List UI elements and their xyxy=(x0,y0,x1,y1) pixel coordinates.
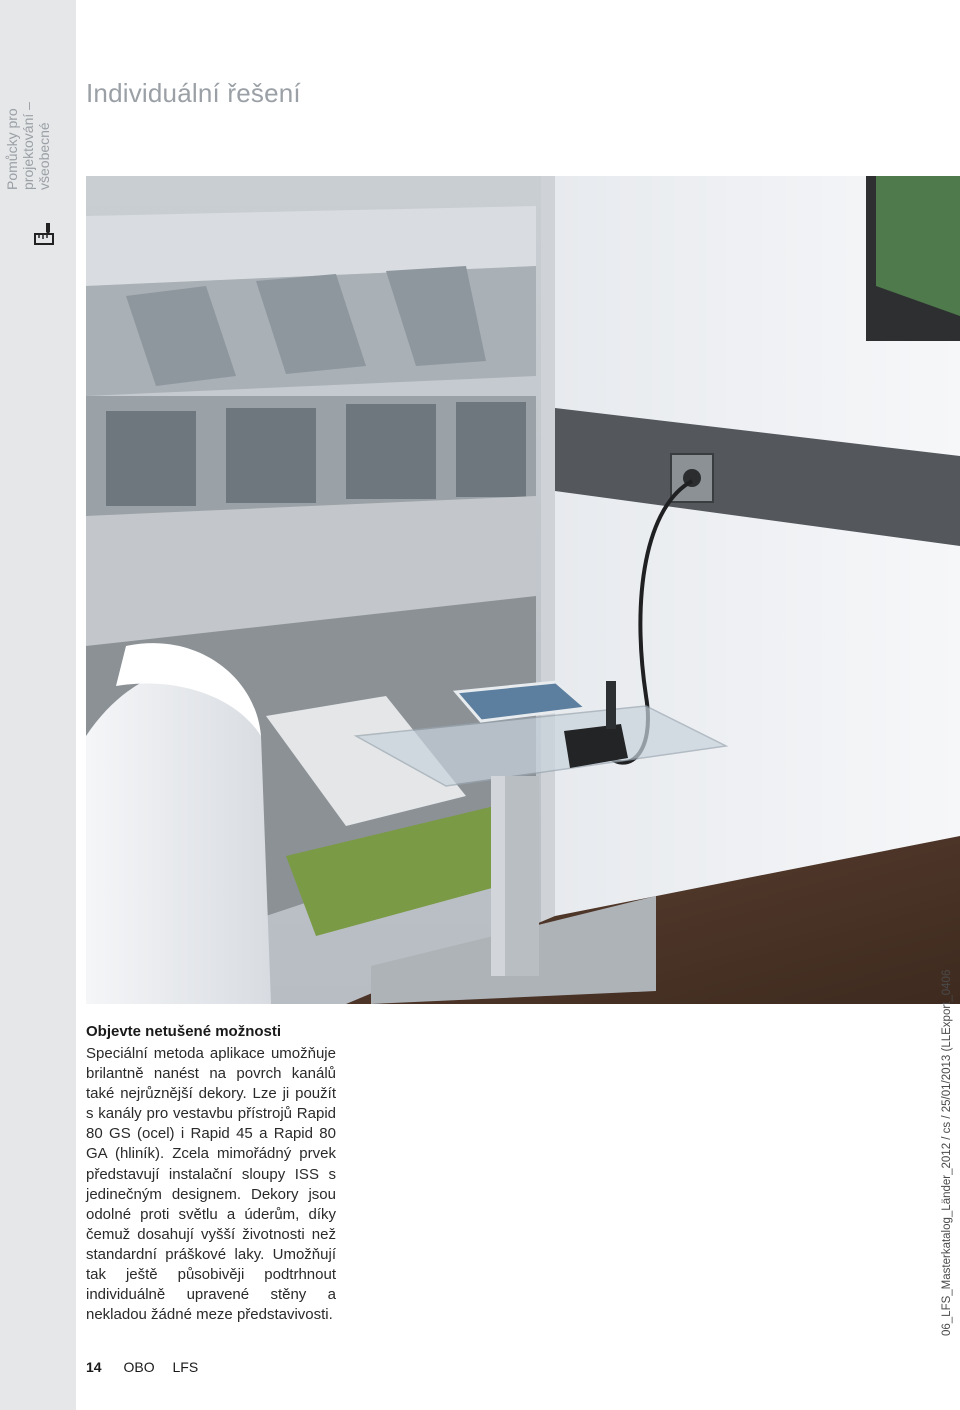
section-label-line: Pomůcky pro xyxy=(4,108,20,190)
body-paragraph: Speciální metoda aplikace umožňuje brilantně nanést na povrch kanálů také nejrůznější dekory. Lze ji použít s kanály pro vestavbu přístrojů Rapid 80 GS (ocel) i Rapid 45 a Rapid 80 GA (hliník). Zcela mimořádný prvek představují instalační sloupy ISS s jedinečným designem. Dekory jsou odolné proti světlu a úderům, díky čemuž dosahují vyšší životnosti než standardní práškové laky. Umožňují tak ještě působivěji podtrhnout individuálně upravené stěny a nekladou žádné meze představivosti. xyxy=(86,1045,336,1324)
brand-name: OBO xyxy=(123,1359,155,1375)
ruler-and-pencil-icon xyxy=(34,222,54,246)
body-text xyxy=(86,1022,336,1325)
section-label-line: všeobecné xyxy=(36,122,52,190)
page-title: Individuální řešení xyxy=(86,78,301,108)
page-footer xyxy=(86,1359,198,1375)
page-number: 14 xyxy=(86,1359,102,1375)
document-reference-text: 06_LFS_Masterkatalog_Länder_2012 / cs / 25/01/2013 (LLExport_0406 xyxy=(941,969,953,1336)
side-strip xyxy=(0,0,76,1410)
section-heading: Objevte netušené možnosti xyxy=(86,1023,282,1040)
product-line: LFS xyxy=(172,1359,199,1375)
section-label-line: projektování – xyxy=(20,102,36,190)
photo-glass-table-trackside xyxy=(86,176,960,1004)
